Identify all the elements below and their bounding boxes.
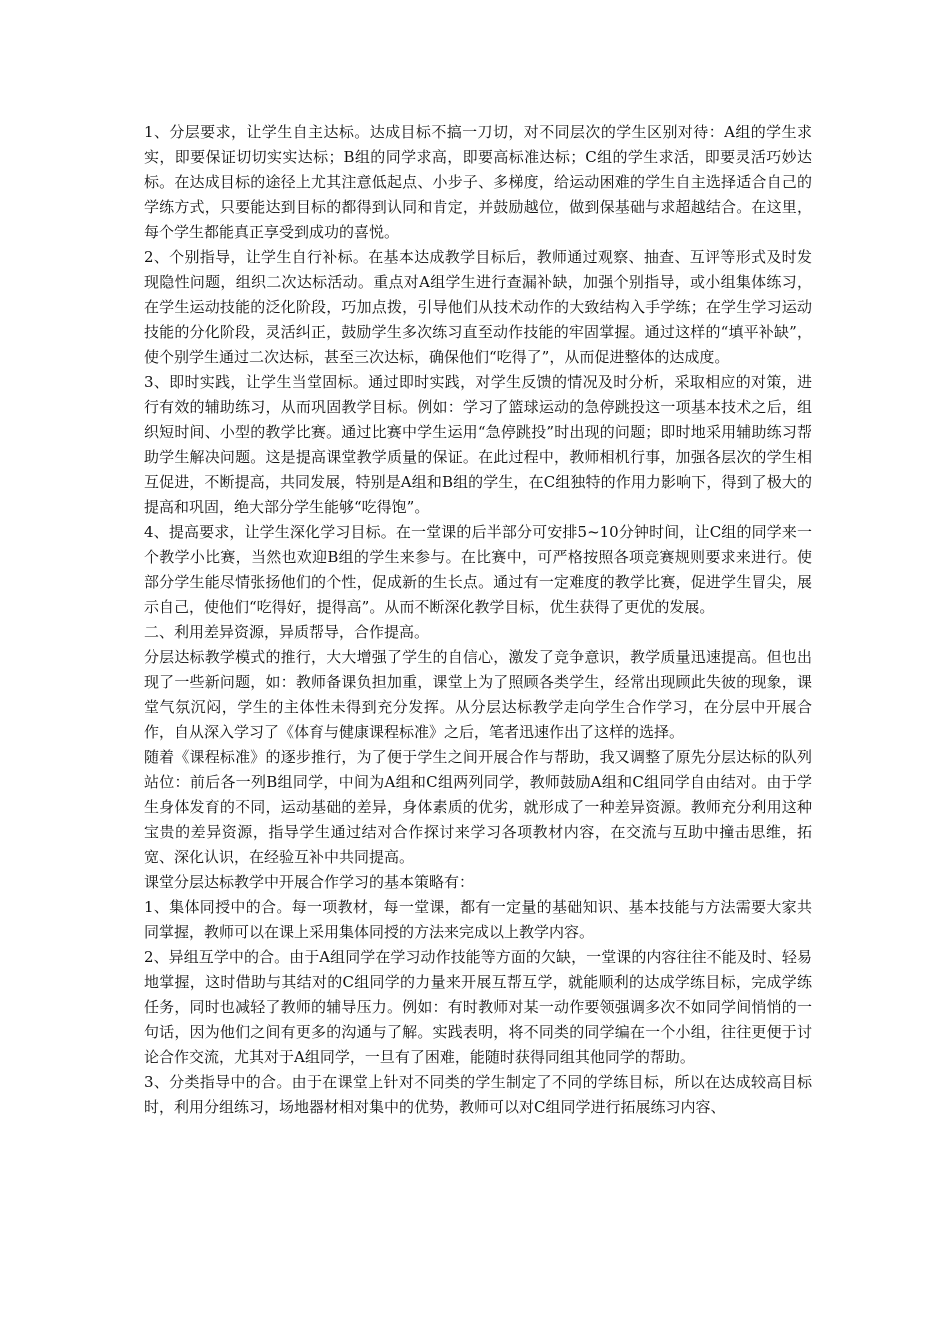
paragraph-categorized-guidance: 3、分类指导中的合。由于在课堂上针对不同类的学生制定了不同的学练目标，所以在达成较高目标时，利用分组练习，场地器材相对集中的优势，教师可以对C组同学进行拓展练习内容、 xyxy=(144,1073,812,1116)
paragraph-immediate-practice: 3、即时实践，让学生当堂固标。通过即时实践，对学生反馈的情况及时分析，采取相应的对策，进行有效的辅助练习，从而巩固教学目标。例如：学习了篮球运动的急停跳投这一项基本技术之后，组织短时间、小型的教学比赛。通过比赛中学生运用“急停跳投”时出现的问题；即时地采用辅助练习帮助学生解决问题。这是提高课堂教学质量的保证。在此过程中，教师相机行事，加强各层次的学生相互促进，不断提高，共同发展，特别是A组和B组的学生，在C组独特的作用力影响下，得到了极大的提高和巩固，绝大部分学生能够“吃得饱”。 xyxy=(144,373,812,516)
paragraph-layered-model-issues: 分层达标教学模式的推行，大大增强了学生的自信心，激发了竞争意识，教学质量迅速提高。但也出现了一些新问题，如：教师备课负担加重，课堂上为了照顾各类学生，经常出现顾此失彼的现象，课堂气氛沉闷，学生的主体性未得到充分发挥。从分层达标教学走向学生合作学习，在分层中开展合作，自从深入学习了《体育与健康课程标准》之后，笔者迅速作出了这样的选择。 xyxy=(144,648,812,741)
paragraph-layered-requirements: 1、分层要求，让学生自主达标。达成目标不搞一刀切，对不同层次的学生区别对待：A组的学生求实，即要保证切切实实达标；B组的同学求高，即要高标准达标；C组的学生求活，即要灵活巧妙达标。在达成目标的途径上尤其注意低起点、小步子、多梯度，给运动困难的学生自主选择适合自己的学练方式，只要能达到目标的都得到认同和肯定，并鼓励越位，做到保基础与求超越结合。在这里，每个学生都能真正享受到成功的喜悦。 xyxy=(144,123,812,241)
paragraph-raise-requirements: 4、提高要求，让学生深化学习目标。在一堂课的后半部分可安排5~10分钟时间，让C组的同学来一个教学小比赛，当然也欢迎B组的学生来参与。在比赛中，可严格按照各项竞赛规则要求来进行。使部分学生能尽情张扬他们的个性，促成新的生长点。通过有一定难度的教学比赛，促进学生冒尖，展示自己，使他们“吃得好，提得高”。从而不断深化教学目标，优生获得了更优的发展。 xyxy=(144,523,812,616)
document-page xyxy=(144,120,812,1120)
section-heading-difference-resources: 二、利用差异资源，异质帮导，合作提高。 xyxy=(144,623,430,641)
paragraph-strategies-intro: 课堂分层达标教学中开展合作学习的基本策略有： xyxy=(144,873,475,891)
paragraph-curriculum-standard: 随着《课程标准》的逐步推行，为了便于学生之间开展合作与帮助，我又调整了原先分层达标的队列站位：前后各一列B组同学，中间为A组和C组两列同学，教师鼓励A组和C组同学自由结对。由于学生身体发育的不同，运动基础的差异，身体素质的优劣，就形成了一种差异资源。教师充分利用这种宝贵的差异资源，指导学生通过结对合作探讨来学习各项教材内容，在交流与互助中撞击思维，拓宽、深化认识，在经验互补中共同提高。 xyxy=(144,748,812,866)
paragraph-individual-guidance: 2、个别指导，让学生自行补标。在基本达成教学目标后，教师通过观察、抽查、互评等形式及时发现隐性问题，组织二次达标活动。重点对A组学生进行查漏补缺，加强个别指导，或小组集体练习，在学生运动技能的泛化阶段，巧加点拨，引导他们从技术动作的大致结构入手学练；在学生学习运动技能的分化阶段，灵活纠正，鼓励学生多次练习直至动作技能的牢固掌握。通过这样的“填平补缺”，使个别学生通过二次达标，甚至三次达标，确保他们“吃得了”，从而促进整体的达成度。 xyxy=(144,248,812,366)
paragraph-collective-teaching: 1、集体同授中的合。每一项教材，每一堂课，都有一定量的基础知识、基本技能与方法需要大家共同掌握，教师可以在课上采用集体同授的方法来完成以上教学内容。 xyxy=(144,898,812,941)
paragraph-cross-group-learning: 2、异组互学中的合。由于A组同学在学习动作技能等方面的欠缺，一堂课的内容往往不能及时、轻易地掌握，这时借助与其结对的C组同学的力量来开展互帮互学，就能顺利的达成学练目标，完成学练任务，同时也减轻了教师的辅导压力。例如：有时教师对某一动作要领强调多次不如同学间悄悄的一句话，因为他们之间有更多的沟通与了解。实践表明，将不同类的同学编在一个小组，往往更便于讨论合作交流，尤其对于A组同学，一旦有了困难，能随时获得同组其他同学的帮助。 xyxy=(144,948,812,1066)
